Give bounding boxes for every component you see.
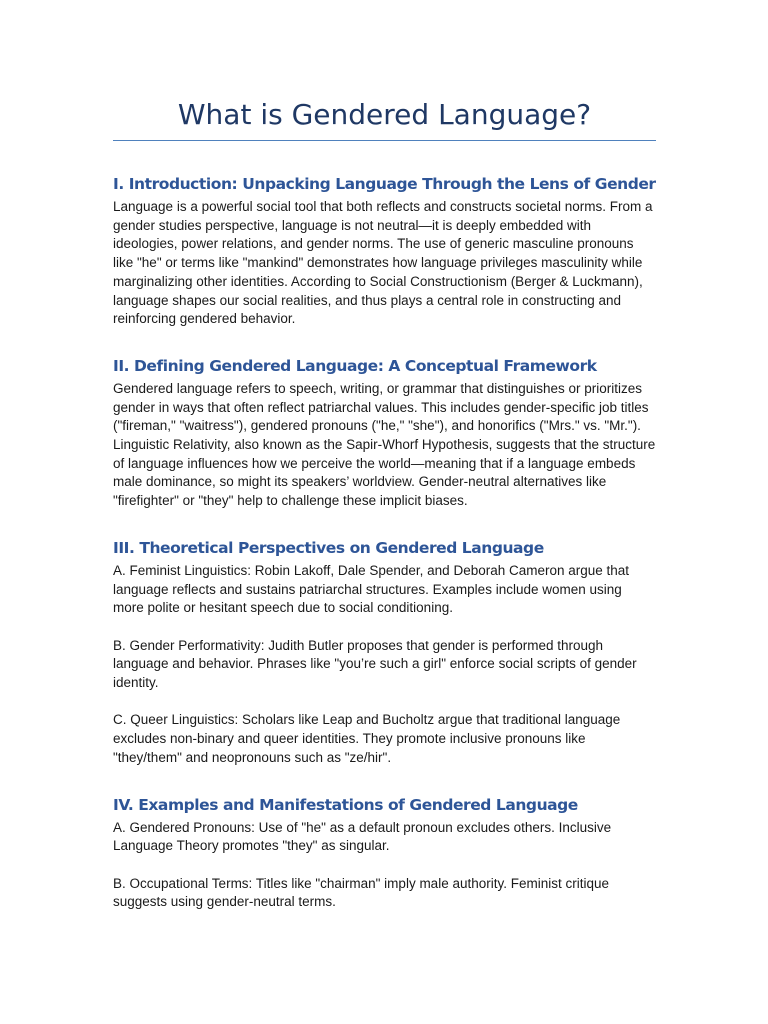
section-paragraph: A. Feminist Linguistics: Robin Lakoff, Dale Spender, and Deborah Cameron argue that language reflects and sustains patriarchal structures. Examples include women using more polite or hesitant speech due to social conditioning.: [113, 562, 630, 616]
section-heading: III. Theoretical Perspectives on Gendered Language: [113, 538, 544, 557]
document-title: What is Gendered Language?: [177, 98, 592, 131]
title-divider: [113, 140, 656, 141]
section-examples-manifestations: [113, 794, 656, 913]
section-heading: I. Introduction: Unpacking Language Through the Lens of Gender: [113, 175, 656, 193]
section-paragraph: B. Gender Performativity: Judith Butler proposes that gender is performed through language and behavior. Phrases like "you’re such a girl" enforce social scripts of gender identity.: [113, 637, 637, 691]
section-paragraph: Gendered language refers to speech, writing, or grammar that distinguishes or prioritizes gender in ways that often reflect patriarchal values. This includes gender-specific job titles ("fireman," "waitress"), gendered pronouns ("he," "she"), and honorifics ("Mrs." vs. "Mr."). Linguistic Relativity, also known as the Sapir-Whorf Hypothesis, suggests that the structure of language influences how we perceive the world—meaning that if a language embeds male dominance, so might its speakers’ worldview. Gender-neutral alternatives like "firefighter" or "they" help to challenge these implicit biases.: [113, 380, 656, 509]
section-heading: II. Defining Gendered Language: A Conceptual Framework: [113, 356, 597, 375]
section-defining-gendered-language: [113, 355, 656, 511]
section-paragraph: Language is a powerful social tool that both reflects and constructs societal norms. From a gender studies perspective, language is not neutral—it is deeply embedded with ideologies, power relations, and gender norms. The use of generic masculine pronouns like "he" or terms like "mankind" demonstrates how language privileges masculinity while marginalizing other identities. According to Social Constructionism (Berger & Luckmann), language shapes our social realities, and thus plays a central role in constructing and reinforcing gendered behavior.: [113, 199, 653, 327]
section-paragraph: C. Queer Linguistics: Scholars like Leap and Bucholtz argue that traditional language excludes non-binary and queer identities. They promote inclusive pronouns like "they/them" and neopronouns such as "ze/hir".: [113, 712, 621, 765]
section-paragraph: A. Gendered Pronouns: Use of "he" as a default pronoun excludes others. Inclusive Language Theory promotes "they" as singular.: [113, 819, 612, 854]
section-theoretical-perspectives: [113, 537, 656, 768]
section-paragraph: B. Occupational Terms: Titles like "chairman" imply male authority. Feminist critique suggests using gender-neutral terms.: [113, 875, 610, 910]
section-heading: IV. Examples and Manifestations of Gendered Language: [113, 795, 578, 814]
section-introduction: [113, 173, 656, 329]
document-page: [113, 0, 656, 912]
